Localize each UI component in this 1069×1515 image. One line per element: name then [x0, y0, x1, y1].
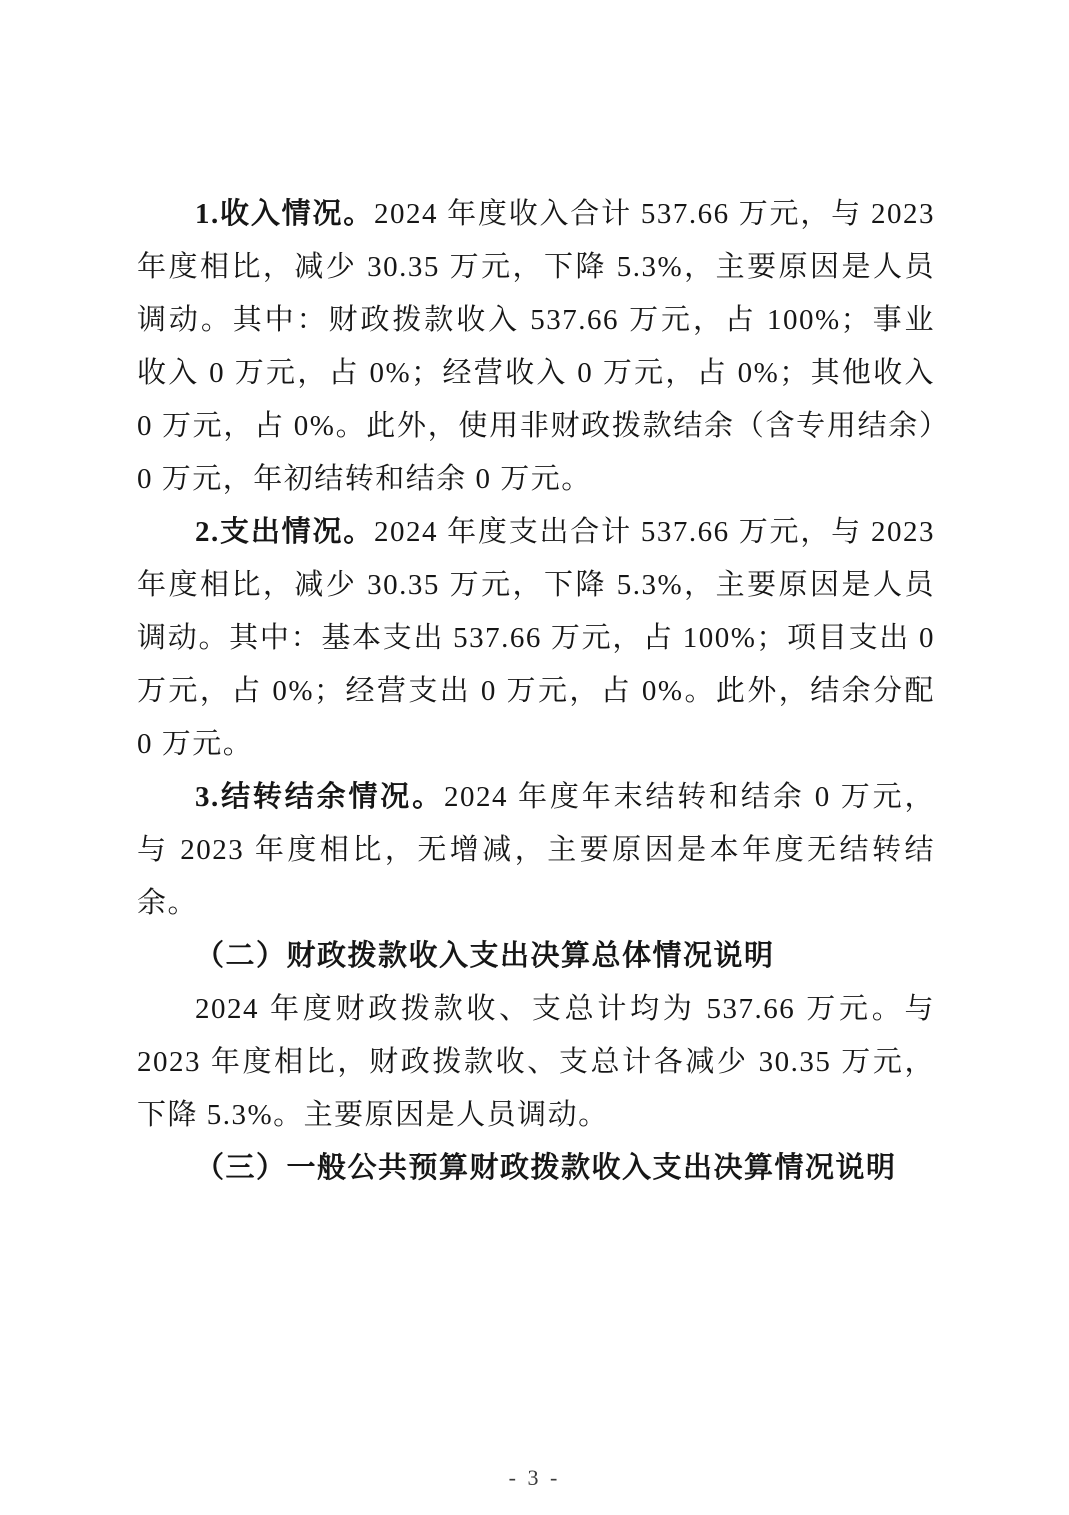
- paragraph-income-text: 2024 年度收入合计 537.66 万元，与 2023 年度相比，减少 30.35 万元，下降 5.3%，主要原因是人员调动。其中：财政拨款收入 537.66 万元，占 100%；事业收入 0 万元，占 0%；经营收入 0 万元，占 0%；其他收入 0 万元，占 0%。此外，使用非财政拨款结余（含专用结余）0 万元，年初结转和结余 0 万元。: [137, 198, 935, 495]
- section-heading-general-public-budget: （三）一般公共预算财政拨款收入支出决算情况说明: [195, 1152, 897, 1184]
- paragraph-expenditure-lead: 2.支出情况。: [195, 516, 375, 548]
- page-number: - 3 -: [508, 1465, 561, 1490]
- section-heading-fiscal-appropriation-overview: （二）财政拨款收入支出决算总体情况说明: [195, 940, 775, 972]
- paragraph-carryover-text: 2024 年度年末结转和结余 0 万元，与 2023 年度相比，无增减，主要原因是本年度无结转结余。: [137, 781, 935, 919]
- paragraph-expenditure-text: 2024 年度支出合计 537.66 万元，与 2023 年度相比，减少 30.35 万元，下降 5.3%，主要原因是人员调动。其中：基本支出 537.66 万元，占 100%；项目支出 0 万元，占 0%；经营支出 0 万元，占 0%。此外，结余分配 0 万元。: [137, 516, 935, 760]
- paragraph-fiscal-appropriation-text: 2024 年度财政拨款收、支总计均为 537.66 万元。与 2023 年度相比，财政拨款收、支总计各减少 30.35 万元，下降 5.3%。主要原因是人员调动。: [137, 993, 935, 1131]
- paragraph-carryover-overview: [137, 771, 935, 930]
- paragraph-income-lead: 1.收入情况。: [195, 198, 375, 230]
- document-body: [137, 188, 935, 1195]
- paragraph-carryover-lead: 3.结转结余情况。: [195, 781, 444, 813]
- paragraph-income-overview: [137, 188, 935, 506]
- paragraph-expenditure-overview: [137, 506, 935, 771]
